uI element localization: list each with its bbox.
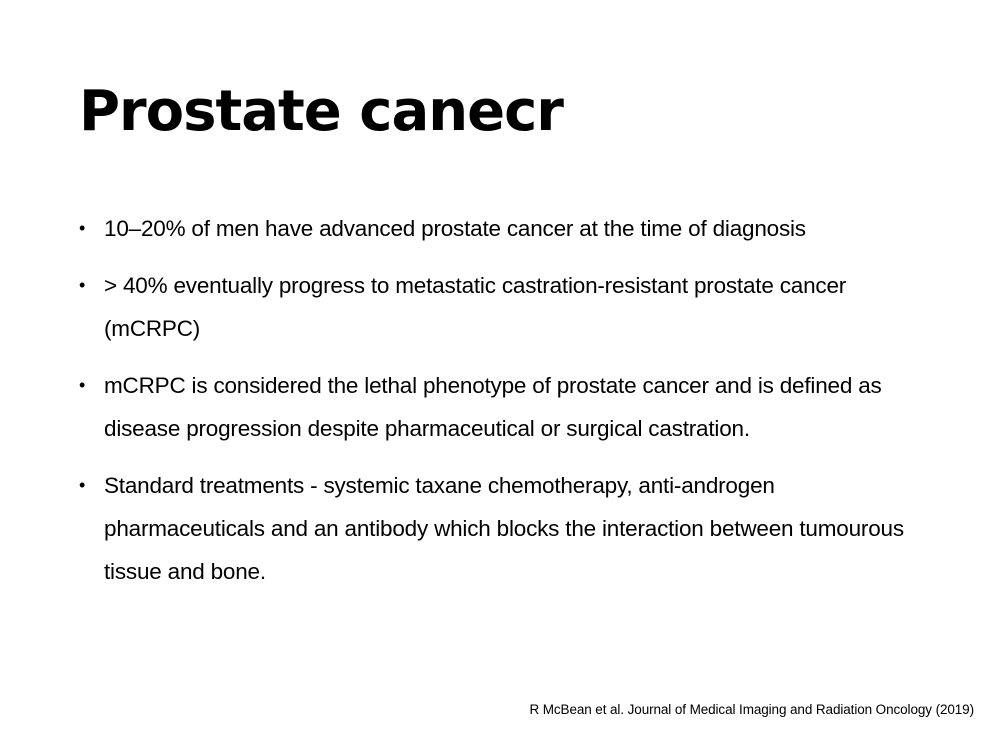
bullet-text: > 40% eventually progress to metastatic castration-resistant prostate cancer (mCRPC) — [104, 273, 847, 341]
bullet-icon: • — [79, 275, 86, 295]
bullet-text: Standard treatments - systemic taxane chemotherapy, anti-androgen pharmaceuticals and an antibody which blocks the interaction between tumourous tissue and bone. — [104, 473, 904, 584]
bullet-icon: • — [79, 375, 86, 395]
bullet-text: 10–20% of men have advanced prostate cancer at the time of diagnosis — [104, 216, 806, 241]
bullet-item — [76, 464, 936, 593]
bullet-icon: • — [79, 218, 86, 238]
bullet-icon: • — [79, 475, 86, 495]
bullet-item — [76, 207, 936, 250]
slide-title: Prostate canecr — [79, 79, 563, 144]
bullet-text: mCRPC is considered the lethal phenotype of prostate cancer and is defined as disease progression despite pharmaceutical or surgical castration. — [104, 373, 882, 441]
bullet-list — [76, 207, 936, 607]
citation: R McBean et al. Journal of Medical Imaging and Radiation Oncology (2019) — [529, 702, 974, 717]
bullet-item — [76, 264, 936, 350]
bullet-item — [76, 364, 936, 450]
